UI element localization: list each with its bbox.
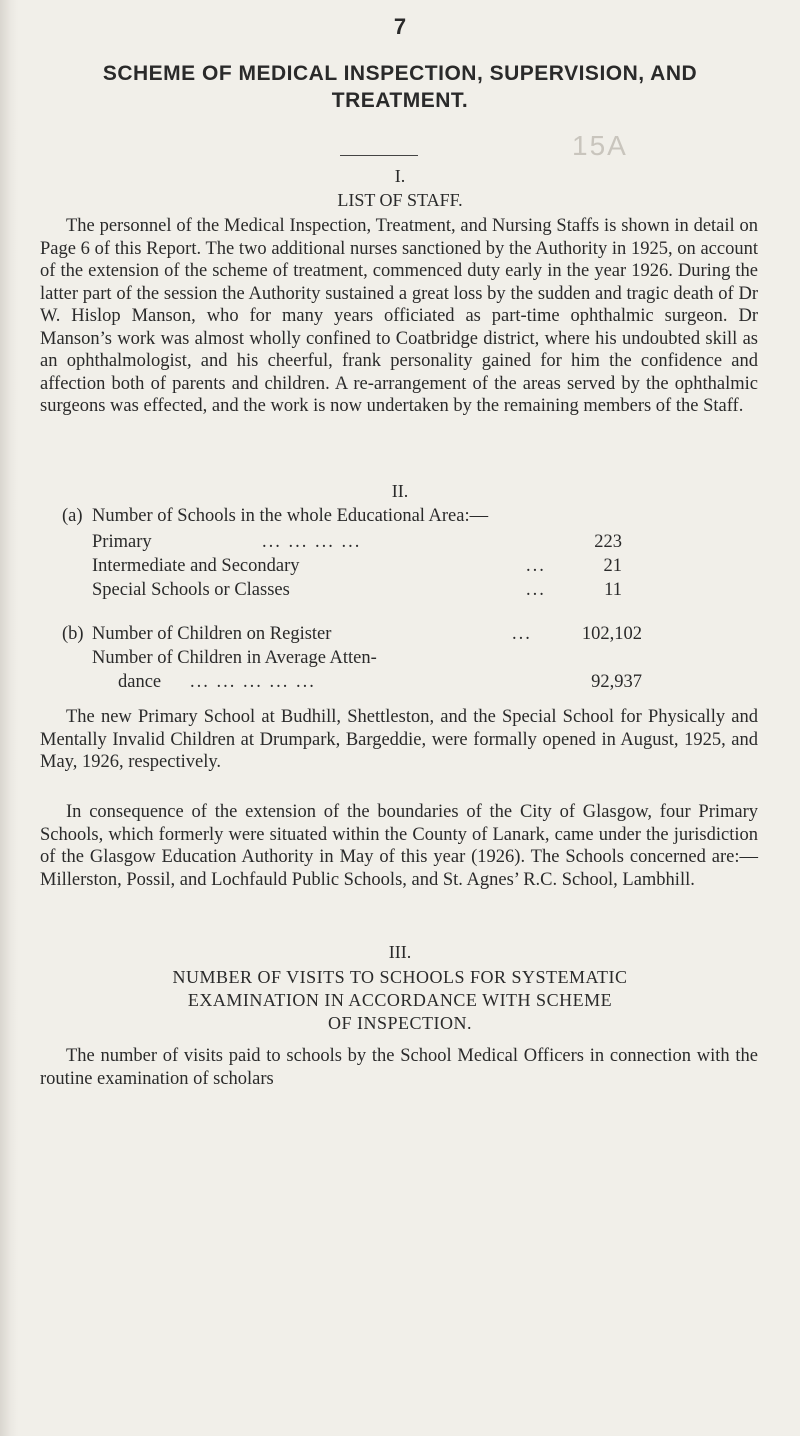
list-item-label: Intermediate and Secondary <box>92 556 300 576</box>
section-1-numeral: I. <box>394 166 406 186</box>
section-3-heading-line1: NUMBER OF VISITS TO SCHOOLS FOR SYSTEMATIC <box>172 967 628 987</box>
section-3-heading-line2: EXAMINATION IN ACCORDANCE WITH SCHEME <box>187 990 613 1010</box>
section-3-numeral: III. <box>388 942 412 962</box>
leader-dots: ... ... ... ... <box>262 532 362 552</box>
section-3-paragraph: The number of visits paid to schools by the School Medical Officers in connection with the routine examination of scholars <box>40 1046 758 1089</box>
section-1-paragraph: The personnel of the Medical Inspection, Treatment, and Nursing Staffs is shown in detail on Page 6 of this Report. The two additional nurses sanctioned by the Authority in 1925, on account of the extension of the scheme of treatment, commenced duty early in the year 1926. During the latter part of the session the Authority sustained a great loss by the sudden and tragic death of Dr W. Hislop Manson, who for many years officiated as part-time ophthalmic surgeon. Dr Manson’s work was almost wholly confined to Coatbridge district, where his undoubted skill as an ophthalmologist, and his cheerful, frank personality gained for him the confidence and affection both of parents and children. A re-arrangement of the areas served by the ophthalmic surgeons was effected, and the work is now undertaken by the remaining members of the Staff. <box>40 216 758 416</box>
leader-dots: ... ... ... ... ... <box>190 672 316 692</box>
document-title: SCHEME OF MEDICAL INSPECTION, SUPERVISION, AND TREATMENT. <box>102 62 698 112</box>
title-divider <box>340 155 418 156</box>
leader-dots: ... <box>526 580 546 600</box>
register-value: 102,102 <box>581 624 642 644</box>
binding-shadow <box>0 0 18 1436</box>
section-2-paragraph-2: In consequence of the extension of the boundaries of the City of Glasgow, four Primary Schools, which formerly were situated within the County of Lanark, came under the jurisdiction of the Glasgow Education Authority in May of this year (1926). The Schools concerned are:—Millerston, Possil, and Lochfauld Public Schools, and St. Agnes’ R.C. School, Lambhill. <box>40 802 758 890</box>
list-item-value: 11 <box>604 580 622 600</box>
list-item-value: 21 <box>603 556 622 576</box>
page-number: 7 <box>393 14 407 39</box>
section-1-heading: LIST OF STAFF. <box>337 190 463 210</box>
section-2-numeral: II. <box>391 481 409 501</box>
item-a-marker: (a) <box>62 506 83 526</box>
attendance-value: 92,937 <box>591 672 642 692</box>
section-2-paragraph-1: The new Primary School at Budhill, Shettleston, and the Special School for Physically and Mentally Invalid Children at Drumpark, Bargeddie, were formally opened in August, 1925, and May, 1926, respectively. <box>40 707 758 772</box>
faint-stamp: 15A <box>572 130 628 161</box>
section-3-heading-line3: OF INSPECTION. <box>327 1013 472 1033</box>
list-item-value: 223 <box>594 532 622 552</box>
list-item-label: Special Schools or Classes <box>92 580 290 600</box>
leader-dots: ... <box>512 624 532 644</box>
attendance-label-line2: dance <box>118 672 162 692</box>
register-label: Number of Children on Register <box>92 624 332 644</box>
item-a-heading: Number of Schools in the whole Educational Area:— <box>92 506 489 526</box>
leader-dots: ... <box>526 556 546 576</box>
list-item-label: Primary <box>92 532 152 552</box>
item-b-marker: (b) <box>62 624 84 644</box>
attendance-label-line1: Number of Children in Average Atten- <box>92 648 377 668</box>
